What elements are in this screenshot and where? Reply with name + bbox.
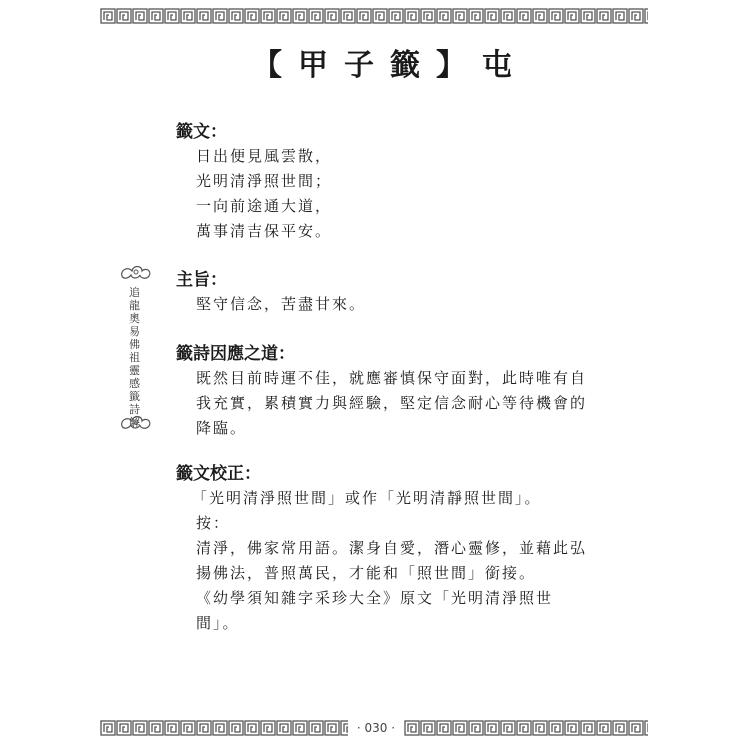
text-line: 萬事清吉保平安。	[196, 222, 333, 240]
text-line: 間」。	[196, 614, 240, 632]
text-line: 一向前途通大道，	[196, 197, 333, 215]
text-line: 日出便見風雲散，	[196, 147, 333, 165]
decorative-border-top	[100, 8, 648, 24]
text-line: 降臨。	[196, 419, 248, 437]
section-response	[176, 342, 587, 441]
text-line: 清淨，佛家常用語。潔身自愛，潛心靈修，並藉此弘	[196, 539, 588, 557]
text-line: 我充實，累積實力與經驗，堅定信念耐心等待機會的	[196, 394, 588, 412]
section-correction	[176, 462, 587, 636]
text-line: 按：	[196, 514, 231, 532]
page-number: · 030 ·	[348, 719, 404, 737]
page-title: 【甲子籤】屯	[252, 48, 528, 83]
section-heading: 籤文：	[176, 122, 227, 142]
cloud-ornament-icon	[118, 262, 154, 282]
section-theme	[176, 268, 366, 317]
cloud-ornament-icon	[118, 412, 154, 432]
section-heading: 主旨：	[176, 270, 227, 290]
text-line: 光明清淨照世間；	[196, 172, 333, 190]
text-line: 揚佛法，普照萬民，才能和「照世間」銜接。	[196, 564, 537, 582]
text-line: 《幼學須知雜字采珍大全》原文「光明清淨照世	[196, 589, 554, 607]
section-heading: 籤詩因應之道：	[176, 344, 295, 364]
side-label: 追龍奧易佛祖靈感籤詩解	[129, 286, 140, 429]
text-line: 堅守信念，苦盡甘來。	[196, 295, 367, 313]
section-heading: 籤文校正：	[176, 464, 261, 484]
text-line: 「光明清淨照世間」或作「光明清靜照世間」。	[192, 489, 542, 507]
side-label-block	[118, 262, 154, 432]
section-poem	[176, 120, 332, 244]
text-line: 既然目前時運不佳，就應審慎保守面對，此時唯有自	[196, 369, 588, 387]
